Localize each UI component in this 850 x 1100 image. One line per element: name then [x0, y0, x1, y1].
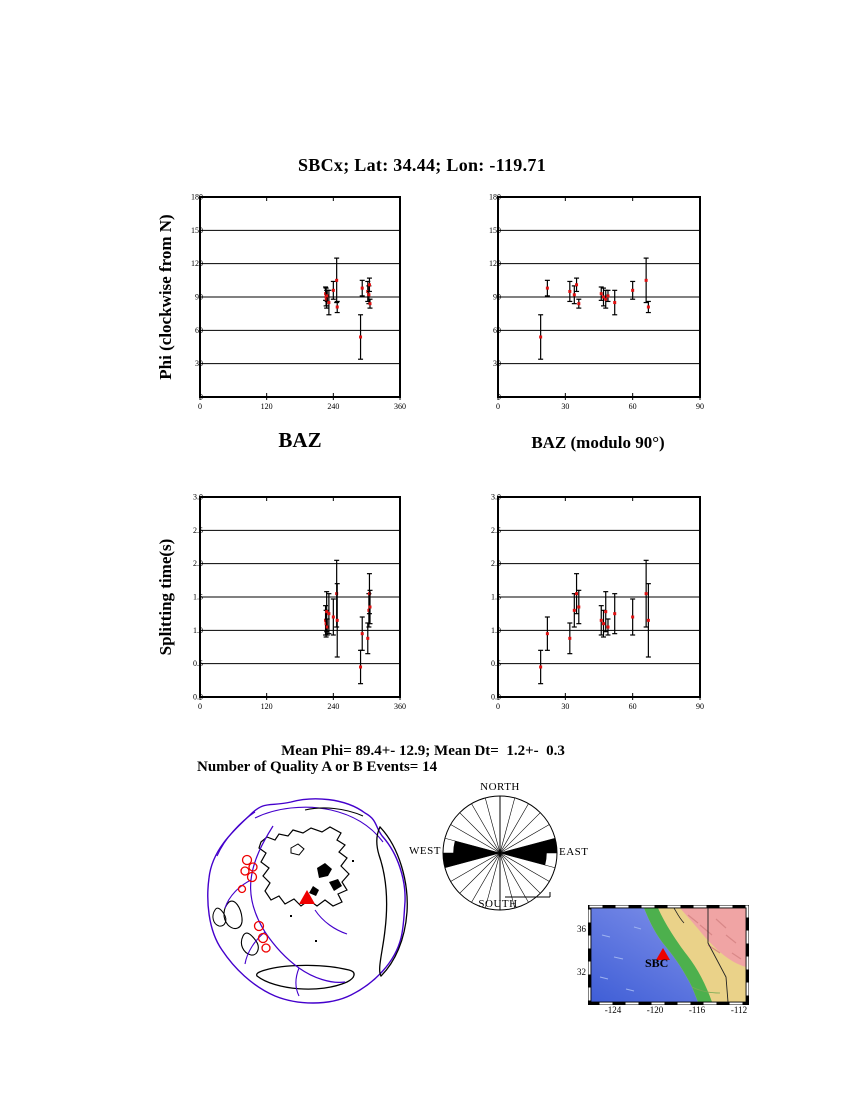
- phi-vs-baz-mod90-plot: [476, 187, 722, 427]
- svg-text:60: 60: [628, 702, 637, 711]
- svg-text:60: 60: [628, 402, 637, 411]
- globe-icon: [195, 790, 415, 1018]
- svg-text:180: 180: [489, 192, 501, 202]
- compass-east-label: EAST: [559, 846, 589, 858]
- svg-text:0.0: 0.0: [193, 692, 203, 702]
- event-count-text: Number of Quality A or B Events= 14: [197, 759, 438, 775]
- svg-text:30: 30: [195, 359, 203, 369]
- svg-text:60: 60: [493, 325, 501, 335]
- svg-text:90: 90: [493, 292, 501, 302]
- map-xtick-2: -116: [688, 1005, 706, 1015]
- svg-text:60: 60: [195, 325, 203, 335]
- map-ytick-0: 36: [577, 924, 586, 934]
- compass-west-label: WEST: [409, 845, 441, 857]
- phi-axis-label: Phi (clockwise from N): [156, 214, 175, 380]
- svg-text:30: 30: [493, 359, 501, 369]
- svg-text:90: 90: [195, 292, 203, 302]
- event-circles: [239, 856, 271, 953]
- svg-text:3.0: 3.0: [193, 492, 203, 502]
- svg-text:360: 360: [394, 702, 406, 711]
- svg-text:1.0: 1.0: [193, 625, 203, 635]
- svg-text:0: 0: [198, 402, 202, 411]
- svg-text:0: 0: [199, 392, 203, 402]
- svg-text:120: 120: [191, 259, 203, 269]
- svg-text:2.5: 2.5: [193, 525, 203, 535]
- svg-text:240: 240: [327, 402, 340, 411]
- svg-text:0: 0: [496, 402, 500, 411]
- svg-text:90: 90: [696, 402, 704, 411]
- map-xtick-1: -120: [646, 1005, 664, 1015]
- svg-text:180: 180: [191, 192, 203, 202]
- svg-text:3.0: 3.0: [491, 492, 501, 502]
- globe-event-map: [195, 790, 415, 1018]
- svg-text:90: 90: [696, 702, 704, 711]
- svg-text:2.0: 2.0: [193, 559, 203, 569]
- station-topo-map: [588, 905, 749, 1005]
- svg-text:1.5: 1.5: [193, 592, 203, 602]
- compass-south-label: SOUTH: [478, 898, 518, 910]
- map-xtick-0: -124: [604, 1005, 622, 1015]
- svg-text:120: 120: [260, 402, 273, 411]
- svg-text:1.0: 1.0: [491, 625, 501, 635]
- svg-text:0.5: 0.5: [491, 659, 501, 669]
- mean-stats-text: Mean Phi= 89.4+- 12.9; Mean Dt= 1.2+- 0.3: [281, 743, 565, 759]
- svg-text:0.5: 0.5: [193, 659, 203, 669]
- dt-vs-baz-plot: [178, 487, 422, 727]
- compass-north-label: NORTH: [480, 781, 520, 793]
- dt-vs-baz-mod90-plot: [476, 487, 722, 727]
- baz-mod90-axis-label: BAZ (modulo 90°): [531, 433, 665, 452]
- page-title: SBCx; Lat: 34.44; Lon: -119.71: [297, 155, 546, 175]
- svg-text:120: 120: [489, 259, 501, 269]
- svg-text:240: 240: [327, 702, 340, 711]
- phi-vs-baz-plot: [178, 187, 422, 427]
- topo-map-icon: [588, 905, 749, 1005]
- map-ytick-1: 32: [577, 967, 586, 977]
- svg-text:30: 30: [561, 402, 570, 411]
- svg-text:150: 150: [489, 225, 501, 235]
- svg-text:360: 360: [394, 402, 406, 411]
- splitting-time-axis-label: Splitting time(s): [156, 538, 175, 656]
- svg-text:120: 120: [260, 702, 273, 711]
- svg-text:2.0: 2.0: [491, 559, 501, 569]
- baz-axis-label: BAZ: [278, 428, 322, 452]
- svg-text:0: 0: [198, 702, 202, 711]
- svg-text:30: 30: [561, 702, 570, 711]
- svg-text:0: 0: [497, 392, 501, 402]
- map-xtick-3: -112: [730, 1005, 748, 1015]
- svg-text:2.5: 2.5: [491, 525, 501, 535]
- station-code-label: SBC: [645, 956, 669, 970]
- svg-text:1.5: 1.5: [491, 592, 501, 602]
- svg-text:0: 0: [496, 702, 500, 711]
- svg-text:150: 150: [191, 225, 203, 235]
- svg-text:0.0: 0.0: [491, 692, 501, 702]
